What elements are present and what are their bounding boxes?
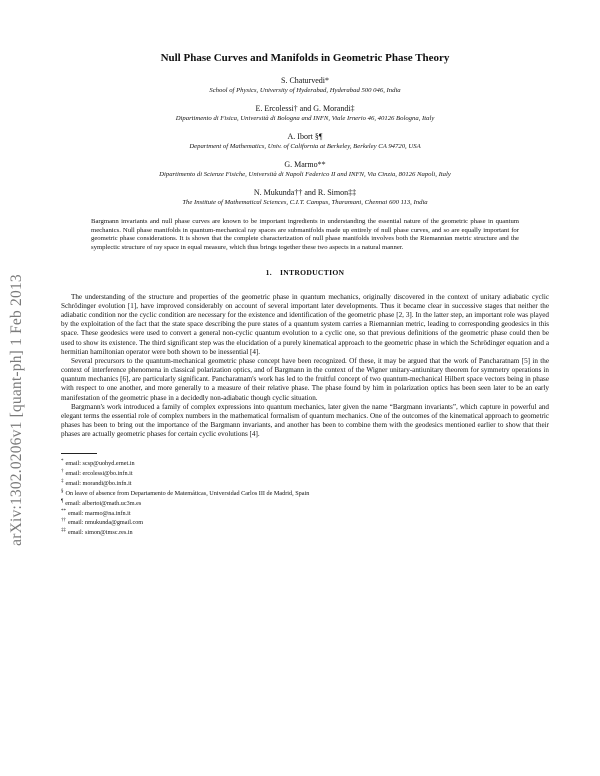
paper-page <box>61 52 549 537</box>
footnote-mark: § <box>61 488 64 494</box>
footnote-text: On leave of absence from Departamento de Matemáticas, Universidad Carlos III de Madrid, Spain <box>65 489 310 497</box>
footnote <box>61 517 549 527</box>
author-name: E. Ercolessi† and G. Morandi‡ <box>255 104 355 113</box>
author-name: N. Mukunda†† and R. Simon‡‡ <box>253 188 357 197</box>
footnote-text: email: marmo@na.infn.it <box>68 509 131 517</box>
footnote-mark: ‡‡ <box>61 528 66 534</box>
section-title: INTRODUCTION <box>279 267 345 277</box>
footnote-text: email: scsp@uohyd.ernet.in <box>65 460 135 468</box>
footnote <box>61 488 549 498</box>
footnote-text: email: albertoi@math.uc3m.es <box>65 499 142 507</box>
footnote-mark: * <box>61 459 64 465</box>
footnote <box>61 468 549 478</box>
author-name: A. Ibort §¶ <box>287 132 323 141</box>
footnote <box>61 527 549 537</box>
author-affiliation: Dipartimento di Scienze Fisiche, Università di Napoli Federico II and INFN, Via Cinzia, 80126 Napoli, Italy <box>159 171 451 178</box>
author-name: G. Marmo** <box>284 160 326 169</box>
author-affiliation: Department of Mathematics, Univ. of California at Berkeley, Berkeley CA 94720, USA <box>189 143 421 150</box>
footnote-text: email: ercolessi@bo.infn.it <box>65 470 133 478</box>
footnote-text: email: morandi@bo.infn.it <box>65 480 132 488</box>
footnote-mark: † <box>61 469 64 475</box>
abstract: Bargmann invariants and null phase curves are known to be important ingredients in understanding the essential nature of the geometric phase in quantum mechanics. Null phase manifolds in quantum-mechanical ray spaces are submanifolds made up entirely of null phase curves, and so are equally important for geometric phase considerations. It is shown that the complete characterization of null phase manifolds involves both the Riemannian metric structure and the symplectic structure of ray space in equal measure, which thus brings together these two aspects in a natural manner. <box>91 218 519 252</box>
section-heading <box>61 268 549 277</box>
author-block <box>61 76 549 207</box>
footnote <box>61 508 549 518</box>
footnote-text: email: nmukunda@gmail.com <box>68 519 144 527</box>
body-paragraph: The understanding of the structure and properties of the geometric phase in quantum mechanics, originally discovered in the context of unitary adiabatic cyclic Schrödinger evolution [1], have improved considerably on account of several important later developments. Thus it became clear in successive stages that neither the adiabatic condition nor the cyclic condition are necessary for the existence and identification of the geometric phase [2, 3]. In the latter step, an important role was played by the exploitation of the fact that the state space describing the pure states of a quantum system carries a Riemannian metric, leading to corresponding geodesics in this space. These geodesics were used to convert a general non-cyclic quantum evolution to a cyclic one, so that previous definitions of the geometric phase could then be used to show its existence. The third significant step was the elucidation of a purely kinematical approach to the geometric phase in which the Schrödinger equation and a hermitian hamiltonian operator were both shown to be inessential [4]. <box>61 292 549 356</box>
author-affiliation: School of Physics, University of Hyderabad, Hyderabad 500 046, India <box>209 87 401 94</box>
paper-title: Null Phase Curves and Manifolds in Geometric Phase Theory <box>160 52 450 64</box>
author-affiliation: Dipartimento di Fisica, Università di Bologna and INFN, Viale Irnerio 46, 40126 Bologna, Italy <box>175 115 435 122</box>
footnote-mark: †† <box>61 518 66 524</box>
footnote <box>61 498 549 508</box>
section-number: 1. <box>265 267 272 277</box>
arxiv-id: arXiv:1302.0206v1 [quant-ph] 1 Feb 2013 <box>8 274 26 546</box>
footnote-divider <box>61 453 97 454</box>
footnote-text: email: simon@imsc.res.in <box>68 529 133 537</box>
footnote-mark: ** <box>61 508 66 514</box>
author-name: S. Chaturvedi* <box>281 76 329 85</box>
arxiv-stamp <box>2 200 32 620</box>
footnote <box>61 478 549 488</box>
body-paragraph: Several precursors to the quantum-mechanical geometric phase concept have been recognized. Of these, it may be argued that the work of Pancharatnam [5] in the context of interference phenomena in classical polarization optics, and of Bargmann in the context of the Wigner unitary-antiunitary theorem for symmetry operations in quantum mechanics [6], are particularly significant. Pancharatnam's work has led to the fruitful concept of two quantum-mechanical Hilbert space vectors being in phase with respect to one another, and more generally to a measure of their relative phase. The phase found by him in polarization optics has been seen later to be an early manifestation of the geometric phase in a decidedly non-adiabatic though cyclic situation. <box>61 356 549 402</box>
footnote-mark: ¶ <box>61 498 64 504</box>
footnotes <box>61 458 549 537</box>
footnote <box>61 458 549 468</box>
author-affiliation: The Institute of Mathematical Sciences, C.I.T. Campus, Tharamani, Chennai 600 113, India <box>182 199 428 206</box>
body-paragraph: Bargmann's work introduced a family of complex expressions into quantum mechanics, later given the name “Bargmann invariants”, which capture in powerful and elegant terms the essential role of complex numbers in the mathematical formalism of quantum mechanics. One of the outcomes of the kinematical approach to geometric phases has been to bring out the importance of the Bargmann invariants, and another has been to combine them with the geodesics mentioned earlier to show that their phases are actually geometric phases for certain cyclic evolutions [4]. <box>61 402 549 439</box>
footnote-mark: ‡ <box>61 479 64 485</box>
